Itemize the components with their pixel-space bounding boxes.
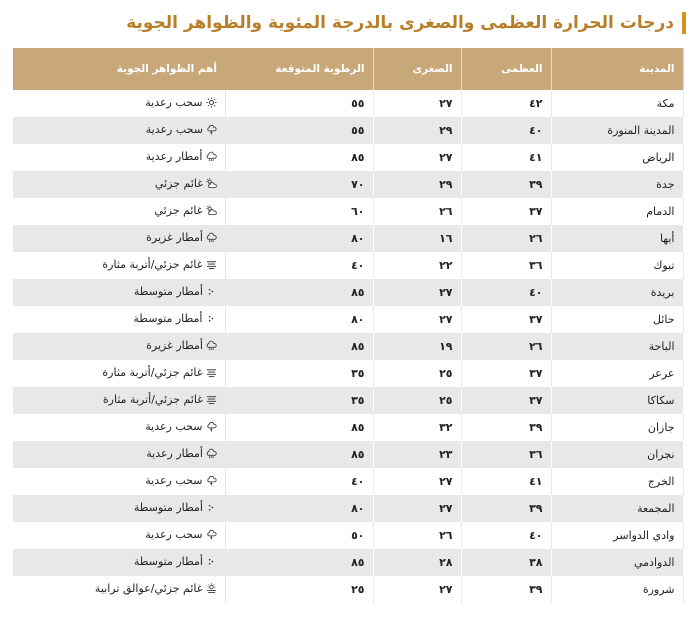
city-cell: شرورة — [551, 576, 683, 603]
thunder-cloud-icon — [206, 124, 217, 135]
min-temp-cell: ٢٦ — [373, 198, 461, 225]
max-temp-cell: ٣٩ — [461, 414, 551, 441]
header-humidity: الرطوبة المتوقعة — [225, 48, 373, 90]
max-temp-cell: ٣٧ — [461, 360, 551, 387]
max-temp-cell: ٢٦ — [461, 225, 551, 252]
max-temp-cell: ٤١ — [461, 468, 551, 495]
weather-cell — [13, 576, 225, 603]
weather-cell — [13, 225, 225, 252]
weather-condition — [154, 204, 216, 217]
weather-condition — [102, 366, 216, 379]
min-temp-cell: ٢٥ — [373, 360, 461, 387]
max-temp-cell: ٣٧ — [461, 306, 551, 333]
weather-label: أمطار متوسطة — [133, 312, 203, 325]
humidity-cell: ٤٠ — [225, 252, 373, 279]
header-city: المدينة — [551, 48, 683, 90]
partly-cloudy-icon — [206, 205, 217, 216]
table-row — [13, 441, 683, 468]
table-row — [13, 414, 683, 441]
humidity-cell: ٧٠ — [225, 171, 373, 198]
table-row — [13, 171, 683, 198]
max-temp-cell: ٣٩ — [461, 576, 551, 603]
weather-label: أمطار غزيرة — [146, 231, 203, 244]
dust-icon — [206, 394, 217, 405]
humidity-cell: ٣٥ — [225, 387, 373, 414]
weather-table — [13, 48, 684, 603]
dust-icon — [206, 367, 217, 378]
min-temp-cell: ٢٧ — [373, 144, 461, 171]
city-cell: عرعر — [551, 360, 683, 387]
drizzle-icon — [206, 502, 217, 513]
city-cell: المدينة المنورة — [551, 117, 683, 144]
table-row — [13, 576, 683, 603]
min-temp-cell: ٢٣ — [373, 441, 461, 468]
weather-condition — [103, 393, 217, 406]
min-temp-cell: ٢٧ — [373, 306, 461, 333]
humidity-cell: ٨٥ — [225, 414, 373, 441]
min-temp-cell: ٢٧ — [373, 576, 461, 603]
city-cell: بريدة — [551, 279, 683, 306]
weather-label: أمطار متوسطة — [133, 555, 203, 568]
table-row — [13, 90, 683, 117]
table-row — [13, 495, 683, 522]
humidity-cell: ٨٥ — [225, 441, 373, 468]
weather-label: أمطار متوسطة — [133, 285, 203, 298]
weather-label: سحب رعدية — [145, 96, 203, 109]
max-temp-cell: ٣٦ — [461, 252, 551, 279]
weather-condition — [155, 177, 217, 190]
max-temp-cell: ٣٧ — [461, 198, 551, 225]
humidity-cell: ٢٥ — [225, 576, 373, 603]
max-temp-cell: ٣٨ — [461, 549, 551, 576]
city-cell: الخرج — [551, 468, 683, 495]
humidity-cell: ٤٠ — [225, 468, 373, 495]
max-temp-cell: ٣٩ — [461, 495, 551, 522]
partly-cloudy-icon — [206, 178, 217, 189]
rain-cloud-icon — [206, 151, 217, 162]
humidity-cell: ٥٥ — [225, 117, 373, 144]
max-temp-cell: ٤٠ — [461, 522, 551, 549]
rain-cloud-icon — [206, 448, 217, 459]
weather-cell — [13, 468, 225, 495]
sun-cloud-icon — [206, 97, 217, 108]
weather-cell — [13, 387, 225, 414]
city-cell: الدوادمي — [551, 549, 683, 576]
weather-cell — [13, 144, 225, 171]
weather-label: سحب رعدية — [145, 474, 203, 487]
min-temp-cell: ٢٨ — [373, 549, 461, 576]
max-temp-cell: ٣٦ — [461, 441, 551, 468]
min-temp-cell: ٢٧ — [373, 495, 461, 522]
weather-condition — [146, 150, 217, 163]
min-temp-cell: ٣٢ — [373, 414, 461, 441]
humidity-cell: ٨٠ — [225, 495, 373, 522]
drizzle-icon — [206, 556, 217, 567]
weather-cell — [13, 90, 225, 117]
humidity-cell: ٦٠ — [225, 198, 373, 225]
table-row — [13, 522, 683, 549]
table-row — [13, 360, 683, 387]
weather-condition — [145, 528, 216, 541]
table-row — [13, 225, 683, 252]
max-temp-cell: ٤٢ — [461, 90, 551, 117]
min-temp-cell: ٢٩ — [373, 171, 461, 198]
city-cell: الرياض — [551, 144, 683, 171]
thunder-cloud-icon — [206, 421, 217, 432]
city-cell: جازان — [551, 414, 683, 441]
weather-cell — [13, 414, 225, 441]
rain-cloud-icon — [206, 232, 217, 243]
weather-label: أمطار غزيرة — [146, 339, 203, 352]
weather-label: غائم جزئي/أتربة مثارة — [102, 393, 203, 406]
weather-cell — [13, 360, 225, 387]
table-row — [13, 279, 683, 306]
city-cell: وادي الدواسر — [551, 522, 683, 549]
weather-label: أمطار رعدية — [146, 447, 203, 460]
city-cell: أبها — [551, 225, 683, 252]
weather-label: غائم جزئي — [154, 177, 203, 190]
min-temp-cell: ٢٦ — [373, 522, 461, 549]
drizzle-icon — [206, 313, 217, 324]
table-row — [13, 306, 683, 333]
weather-label: غائم جزئي — [154, 204, 203, 217]
table-row — [13, 333, 683, 360]
min-temp-cell: ١٦ — [373, 225, 461, 252]
weather-label: سحب رعدية — [145, 420, 203, 433]
max-temp-cell: ٣٧ — [461, 387, 551, 414]
city-cell: جدة — [551, 171, 683, 198]
table-row — [13, 549, 683, 576]
weather-label: غائم جزئي/عوالق ترابية — [94, 582, 203, 595]
weather-cell — [13, 198, 225, 225]
min-temp-cell: ٢٢ — [373, 252, 461, 279]
weather-label: أمطار رعدية — [145, 150, 203, 163]
weather-label: سحب رعدية — [145, 528, 203, 541]
min-temp-cell: ٢٧ — [373, 468, 461, 495]
weather-label: غائم جزئي/أتربة مثارة — [102, 258, 203, 271]
max-temp-cell: ٢٦ — [461, 333, 551, 360]
city-cell: الباحة — [551, 333, 683, 360]
drizzle-icon — [206, 286, 217, 297]
header-weather: أهم الظواهر الجوية — [13, 48, 225, 90]
page-title: درجات الحرارة العظمى والصغرى بالدرجة المئوية والظواهر الجوية — [126, 13, 674, 33]
header-max: العظمى — [461, 48, 551, 90]
humidity-cell: ٨٥ — [225, 279, 373, 306]
max-temp-cell: ٤٠ — [461, 117, 551, 144]
weather-cell — [13, 522, 225, 549]
humidity-cell: ٨٠ — [225, 225, 373, 252]
weather-condition — [146, 447, 217, 460]
min-temp-cell: ١٩ — [373, 333, 461, 360]
humidity-cell: ٥٠ — [225, 522, 373, 549]
max-temp-cell: ٤٠ — [461, 279, 551, 306]
table-row — [13, 468, 683, 495]
table-row — [13, 387, 683, 414]
city-cell: تبوك — [551, 252, 683, 279]
city-cell: الدمام — [551, 198, 683, 225]
weather-cell — [13, 306, 225, 333]
weather-cell — [13, 252, 225, 279]
min-temp-cell: ٢٥ — [373, 387, 461, 414]
weather-condition — [133, 312, 216, 325]
weather-label: غائم جزئي/أتربة مثارة — [102, 366, 203, 379]
city-cell: سكاكا — [551, 387, 683, 414]
min-temp-cell: ٢٧ — [373, 90, 461, 117]
title-accent-bar — [682, 12, 686, 34]
weather-condition — [146, 123, 217, 136]
weather-condition — [95, 582, 217, 595]
weather-condition — [134, 285, 217, 298]
weather-condition — [102, 258, 216, 271]
weather-cell — [13, 441, 225, 468]
weather-cell — [13, 171, 225, 198]
dust-icon — [206, 259, 217, 270]
title-row — [10, 10, 686, 36]
max-temp-cell: ٣٩ — [461, 171, 551, 198]
weather-cell — [13, 279, 225, 306]
min-temp-cell: ٢٩ — [373, 117, 461, 144]
weather-condition — [146, 339, 217, 352]
weather-cell — [13, 333, 225, 360]
humidity-cell: ٨٥ — [225, 549, 373, 576]
humidity-cell: ٣٥ — [225, 360, 373, 387]
city-cell: مكة — [551, 90, 683, 117]
humidity-cell: ٨٥ — [225, 333, 373, 360]
table-row — [13, 198, 683, 225]
humidity-cell: ٨٥ — [225, 144, 373, 171]
city-cell: حائل — [551, 306, 683, 333]
rain-cloud-icon — [206, 340, 217, 351]
weather-condition — [145, 96, 216, 109]
table-row — [13, 144, 683, 171]
min-temp-cell: ٢٧ — [373, 279, 461, 306]
weather-condition — [134, 555, 217, 568]
sun-dust-icon — [206, 583, 217, 594]
max-temp-cell: ٤١ — [461, 144, 551, 171]
weather-cell — [13, 549, 225, 576]
weather-condition — [145, 474, 216, 487]
weather-condition — [134, 501, 217, 514]
humidity-cell: ٥٥ — [225, 90, 373, 117]
weather-label: أمطار متوسطة — [133, 501, 203, 514]
table-header-row — [13, 48, 683, 90]
thunder-cloud-icon — [206, 529, 217, 540]
humidity-cell: ٨٠ — [225, 306, 373, 333]
thunder-cloud-icon — [206, 475, 217, 486]
table-body — [13, 90, 683, 603]
header-min: الصغرى — [373, 48, 461, 90]
city-cell: المجمعة — [551, 495, 683, 522]
weather-condition — [146, 231, 217, 244]
city-cell: نجران — [551, 441, 683, 468]
table-row — [13, 252, 683, 279]
weather-condition — [145, 420, 216, 433]
weather-label: سحب رعدية — [145, 123, 203, 136]
weather-cell — [13, 117, 225, 144]
weather-cell — [13, 495, 225, 522]
table-row — [13, 117, 683, 144]
